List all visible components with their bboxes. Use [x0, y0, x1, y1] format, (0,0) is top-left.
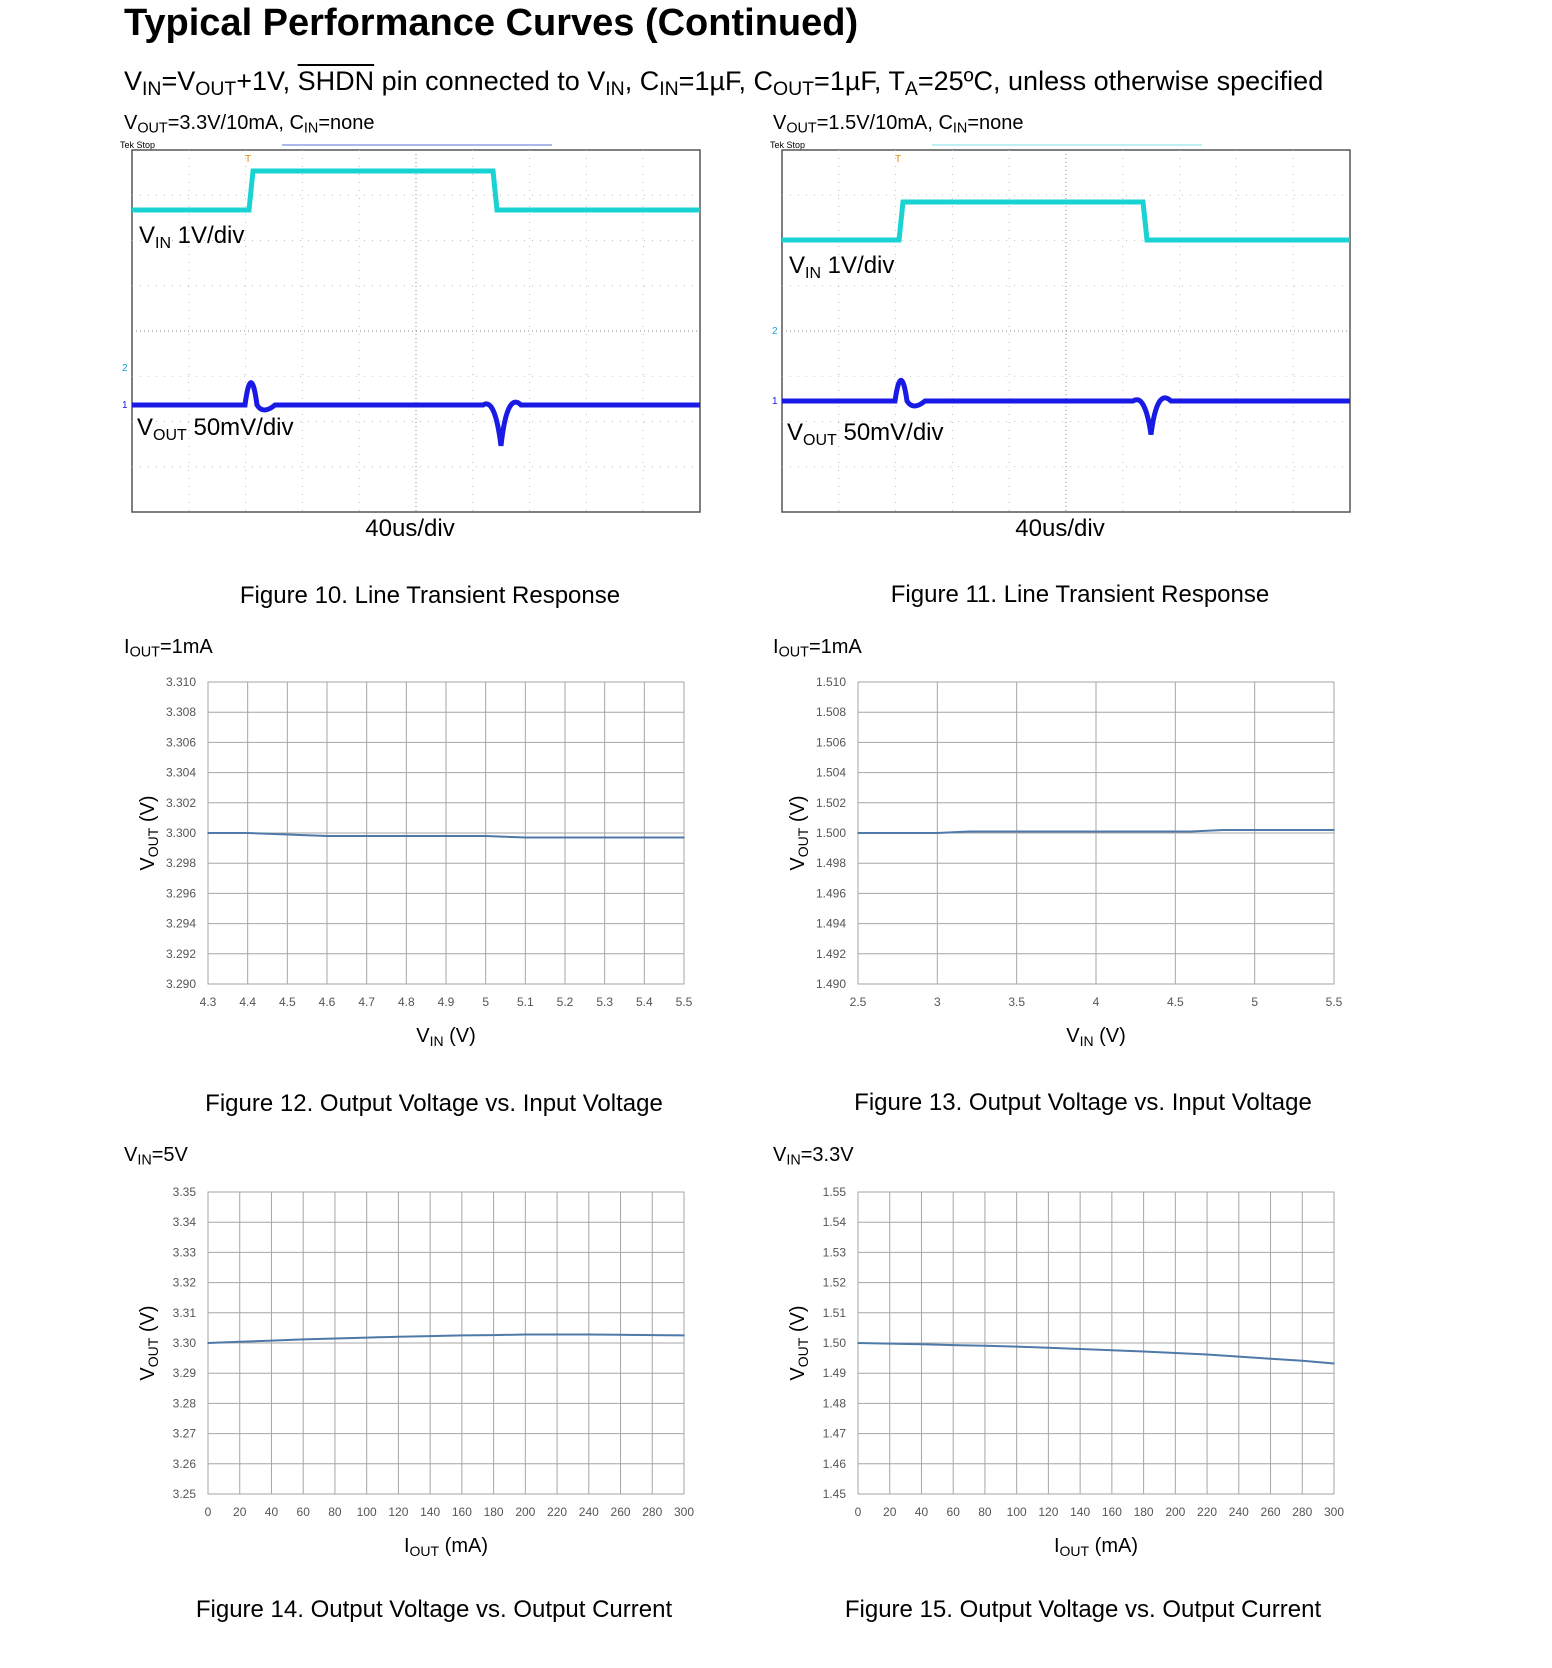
- data-point: [857, 832, 859, 834]
- chart-14-conditions: $V_{IN}=5V$: [124, 1144, 188, 1169]
- x-tick-label: 2.5: [849, 995, 867, 1009]
- data-point: [651, 1334, 653, 1336]
- figure-14-caption: Figure 14. Output Voltage vs. Output Current: [195, 1596, 673, 1623]
- x-tick-label: 40: [264, 1505, 279, 1519]
- figure-12-caption: Figure 12. Output Voltage vs. Input Voltage: [205, 1090, 663, 1117]
- x-tick-label: 100: [1006, 1505, 1027, 1519]
- x-tick-label: 160: [451, 1505, 472, 1519]
- x-tick-label: 60: [296, 1505, 310, 1519]
- y-tick-label: 3.27: [172, 1426, 196, 1441]
- data-point: [398, 1336, 400, 1338]
- x-tick-label: 4.8: [397, 995, 415, 1009]
- figure-10-caption: Figure 10. Line Transient Response: [239, 582, 621, 609]
- data-point: [604, 837, 606, 839]
- data-point: [366, 1337, 368, 1339]
- y-tick-label: 3.26: [172, 1456, 196, 1471]
- x-tick-label: 260: [610, 1505, 631, 1519]
- x-tick-label: 0: [204, 1505, 212, 1519]
- figure-15-caption: Figure 15. Output Voltage vs. Output Current: [844, 1596, 1322, 1623]
- data-point: [247, 832, 249, 834]
- y-tick-label: 3.34: [172, 1215, 196, 1230]
- data-point: [1333, 1363, 1335, 1365]
- data-point: [1095, 831, 1097, 833]
- data-point: [968, 831, 970, 833]
- scope-1-screen: [120, 140, 750, 580]
- y-tick-label: 3.302: [165, 795, 196, 810]
- data-point: [1206, 1354, 1208, 1356]
- vin-scale-label: $V_{IN}$ 1V/div: [139, 222, 245, 252]
- y-tick-label: 3.306: [165, 735, 196, 750]
- data-point: [984, 1345, 986, 1347]
- chart-13: [780, 670, 1400, 1080]
- y-tick-label: 3.25: [172, 1487, 196, 1501]
- y-tick-label: 3.290: [165, 977, 196, 991]
- data-point: [857, 1342, 859, 1344]
- y-tick-label: 3.292: [165, 946, 196, 961]
- x-tick-label: 5.2: [556, 995, 574, 1009]
- x-tick-label: 220: [547, 1505, 568, 1519]
- y-tick-label: 1.55: [822, 1185, 846, 1199]
- chart-15: [780, 1180, 1400, 1590]
- x-tick-label: 20: [233, 1505, 247, 1519]
- ch2-marker: 2: [772, 326, 778, 337]
- y-tick-label: 3.35: [172, 1185, 196, 1199]
- y-tick-label: 3.31: [172, 1305, 196, 1320]
- y-tick-label: 3.304: [165, 765, 196, 780]
- y-tick-label: 1.51: [822, 1305, 846, 1320]
- x-tick-label: 140: [1070, 1505, 1091, 1519]
- x-tick-label: 120: [388, 1505, 409, 1519]
- data-point: [525, 1334, 527, 1336]
- x-tick-label: 120: [1038, 1505, 1059, 1519]
- y-tick-label: 1.49: [822, 1366, 846, 1381]
- x-tick-label: 140: [420, 1505, 441, 1519]
- data-point: [921, 1343, 923, 1345]
- data-point: [1016, 1346, 1018, 1348]
- y-tick-label: 1.53: [822, 1245, 846, 1260]
- data-point: [366, 835, 368, 837]
- scope-header: Tek Stop: [770, 140, 806, 150]
- trigger-marker: T: [244, 154, 252, 165]
- x-axis-label: $V_{IN}$ (V): [1066, 1025, 1126, 1049]
- scope-2-screen: [770, 140, 1400, 580]
- shdn-label: SHDN: [297, 66, 375, 96]
- x-tick-label: 3.5: [1008, 995, 1026, 1009]
- x-tick-label: 60: [946, 1505, 960, 1519]
- x-tick-label: 5.5: [675, 995, 693, 1009]
- y-tick-label: 3.298: [165, 856, 196, 871]
- y-tick-label: 3.33: [172, 1245, 196, 1260]
- x-tick-label: 260: [1260, 1505, 1281, 1519]
- vout-scale-label: $V_{OUT}$ 50mV/div: [787, 419, 944, 449]
- x-tick-label: 4.9: [437, 995, 455, 1009]
- y-tick-label: 1.498: [815, 856, 846, 871]
- data-point: [683, 837, 685, 839]
- x-axis-label: $V_{IN}$ (V): [416, 1025, 476, 1049]
- data-point: [207, 1342, 209, 1344]
- y-tick-label: 3.29: [172, 1366, 196, 1381]
- x-tick-label: 4.3: [199, 995, 217, 1009]
- scope-header: Tek Stop: [120, 140, 156, 150]
- data-point: [1143, 1351, 1145, 1353]
- data-point: [952, 1344, 954, 1346]
- y-tick-label: 1.47: [822, 1426, 846, 1441]
- data-point: [1175, 831, 1177, 833]
- x-tick-label: 240: [1228, 1505, 1249, 1519]
- data-point: [588, 1334, 590, 1336]
- ch2-marker: 2: [122, 363, 128, 374]
- test-conditions: $V_{IN}=V_{OUT}+1V$, SHDN pin connected to $V_{IN}$, $C_{IN}=1\mu F$, $C_{OUT}=1\mu F$, $T_A=25ºC$, unless otherwise specified: [124, 66, 1324, 100]
- data-point: [1301, 1360, 1303, 1362]
- y-tick-label: 3.300: [165, 826, 196, 840]
- x-tick-label: 300: [1323, 1505, 1345, 1519]
- timebase-label: 40us/div: [1015, 515, 1105, 542]
- y-tick-label: 1.54: [822, 1215, 846, 1230]
- x-tick-label: 80: [978, 1505, 992, 1519]
- data-point: [1190, 831, 1192, 833]
- data-point: [1254, 829, 1256, 831]
- data-point: [525, 837, 527, 839]
- y-tick-label: 1.508: [815, 705, 846, 720]
- y-tick-label: 1.490: [815, 977, 846, 991]
- page-title: Typical Performance Curves (Continued): [124, 2, 859, 44]
- data-point: [1238, 1356, 1240, 1358]
- y-tick-label: 1.48: [822, 1396, 846, 1411]
- data-point: [334, 1338, 336, 1340]
- y-tick-label: 1.504: [815, 765, 846, 780]
- y-axis-label: $V_{OUT}$ (V): [137, 795, 161, 871]
- x-tick-label: 80: [328, 1505, 342, 1519]
- y-tick-label: 1.510: [815, 675, 846, 689]
- data-point: [445, 835, 447, 837]
- data-point: [429, 1335, 431, 1337]
- chart-15-conditions: $V_{IN}=3.3V$: [773, 1144, 854, 1169]
- data-point: [1016, 831, 1018, 833]
- x-tick-label: 3: [933, 995, 941, 1009]
- data-point: [1048, 1347, 1050, 1349]
- vin-scale-label: $V_{IN}$ 1V/div: [789, 252, 895, 282]
- x-tick-label: 240: [578, 1505, 599, 1519]
- timebase-label: 40us/div: [365, 515, 455, 542]
- scope-1-conditions: $V_{OUT}=3.3V/10mA$, $C_{IN}=none$: [124, 112, 375, 137]
- chart-12: [130, 670, 750, 1080]
- data-point: [564, 837, 566, 839]
- x-tick-label: 5.4: [635, 995, 653, 1009]
- data-point: [302, 1339, 304, 1341]
- x-tick-label: 5.3: [596, 995, 614, 1009]
- data-point: [1222, 829, 1224, 831]
- x-tick-label: 4.7: [358, 995, 376, 1009]
- data-point: [683, 1335, 685, 1337]
- y-axis-label: $V_{OUT}$ (V): [787, 795, 811, 871]
- y-tick-label: 1.492: [815, 946, 846, 961]
- data-point: [937, 832, 939, 834]
- data-point: [271, 1340, 273, 1342]
- ch1-marker: 1: [772, 396, 778, 407]
- x-tick-label: 280: [1292, 1505, 1313, 1519]
- y-tick-label: 1.506: [815, 735, 846, 750]
- chart-13-conditions: $I_{OUT}=1mA$: [773, 636, 862, 661]
- data-point: [1333, 829, 1335, 831]
- data-point: [644, 837, 646, 839]
- ch1-marker: 1: [122, 400, 128, 411]
- data-point: [326, 835, 328, 837]
- chart-14: [130, 1180, 750, 1590]
- figure-13-caption: Figure 13. Output Voltage vs. Input Voltage: [854, 1089, 1312, 1116]
- data-point: [406, 835, 408, 837]
- y-tick-label: 3.32: [172, 1275, 196, 1290]
- chart-12-conditions: $I_{OUT}=1mA$: [124, 636, 213, 661]
- data-point: [556, 1334, 558, 1336]
- y-tick-label: 3.310: [165, 675, 196, 689]
- y-tick-label: 1.46: [822, 1456, 846, 1471]
- vout-scale-label: $V_{OUT}$ 50mV/div: [137, 414, 294, 444]
- y-axis-label: $V_{OUT}$ (V): [787, 1305, 811, 1381]
- data-point: [461, 1335, 463, 1337]
- data-point: [1111, 1349, 1113, 1351]
- x-tick-label: 280: [642, 1505, 663, 1519]
- y-tick-label: 1.45: [822, 1487, 846, 1501]
- x-tick-label: 0: [854, 1505, 862, 1519]
- x-tick-label: 40: [914, 1505, 929, 1519]
- x-tick-label: 4.6: [318, 995, 336, 1009]
- y-tick-label: 3.308: [165, 705, 196, 720]
- y-tick-label: 3.296: [165, 886, 196, 901]
- x-tick-label: 160: [1101, 1505, 1122, 1519]
- y-tick-label: 1.500: [815, 826, 846, 840]
- trigger-marker: T: [894, 154, 902, 165]
- data-point: [493, 1334, 495, 1336]
- data-point: [1079, 1348, 1081, 1350]
- x-tick-label: 4.4: [239, 995, 257, 1009]
- data-point: [1270, 1358, 1272, 1360]
- y-tick-label: 1.494: [815, 916, 846, 931]
- x-tick-label: 4: [1092, 995, 1100, 1009]
- data-point: [620, 1334, 622, 1336]
- y-tick-label: 3.28: [172, 1396, 196, 1411]
- x-tick-label: 300: [673, 1505, 695, 1519]
- y-tick-label: 3.30: [172, 1336, 196, 1350]
- y-axis-label: $V_{OUT}$ (V): [137, 1305, 161, 1381]
- x-tick-label: 100: [356, 1505, 377, 1519]
- figure-11-caption: Figure 11. Line Transient Response: [890, 581, 1270, 608]
- x-tick-label: 5.1: [516, 995, 534, 1009]
- data-point: [485, 835, 487, 837]
- y-tick-label: 1.50: [822, 1336, 846, 1350]
- y-tick-label: 1.52: [822, 1275, 846, 1290]
- y-tick-label: 3.294: [165, 916, 196, 931]
- x-tick-label: 180: [483, 1505, 504, 1519]
- y-tick-label: 1.502: [815, 795, 846, 810]
- x-tick-label: 200: [515, 1505, 536, 1519]
- x-tick-label: 200: [1165, 1505, 1186, 1519]
- x-tick-label: 20: [883, 1505, 897, 1519]
- x-tick-label: 5.5: [1325, 995, 1343, 1009]
- data-point: [239, 1341, 241, 1343]
- scope-2-conditions: $V_{OUT}=1.5V/10mA$, $C_{IN}=none$: [773, 112, 1024, 137]
- x-tick-label: 4.5: [1166, 995, 1184, 1009]
- x-tick-label: 5: [1251, 995, 1259, 1009]
- y-tick-label: 1.496: [815, 886, 846, 901]
- x-tick-label: 4.5: [278, 995, 296, 1009]
- x-tick-label: 220: [1197, 1505, 1218, 1519]
- data-point: [889, 1343, 891, 1345]
- data-point: [1175, 1352, 1177, 1354]
- x-tick-label: 5: [482, 995, 490, 1009]
- data-point: [207, 832, 209, 834]
- x-axis-label: $I_{OUT}$ (mA): [403, 1535, 489, 1559]
- x-axis-label: $I_{OUT}$ (mA): [1053, 1535, 1139, 1559]
- x-tick-label: 180: [1133, 1505, 1154, 1519]
- data-point: [287, 834, 289, 836]
